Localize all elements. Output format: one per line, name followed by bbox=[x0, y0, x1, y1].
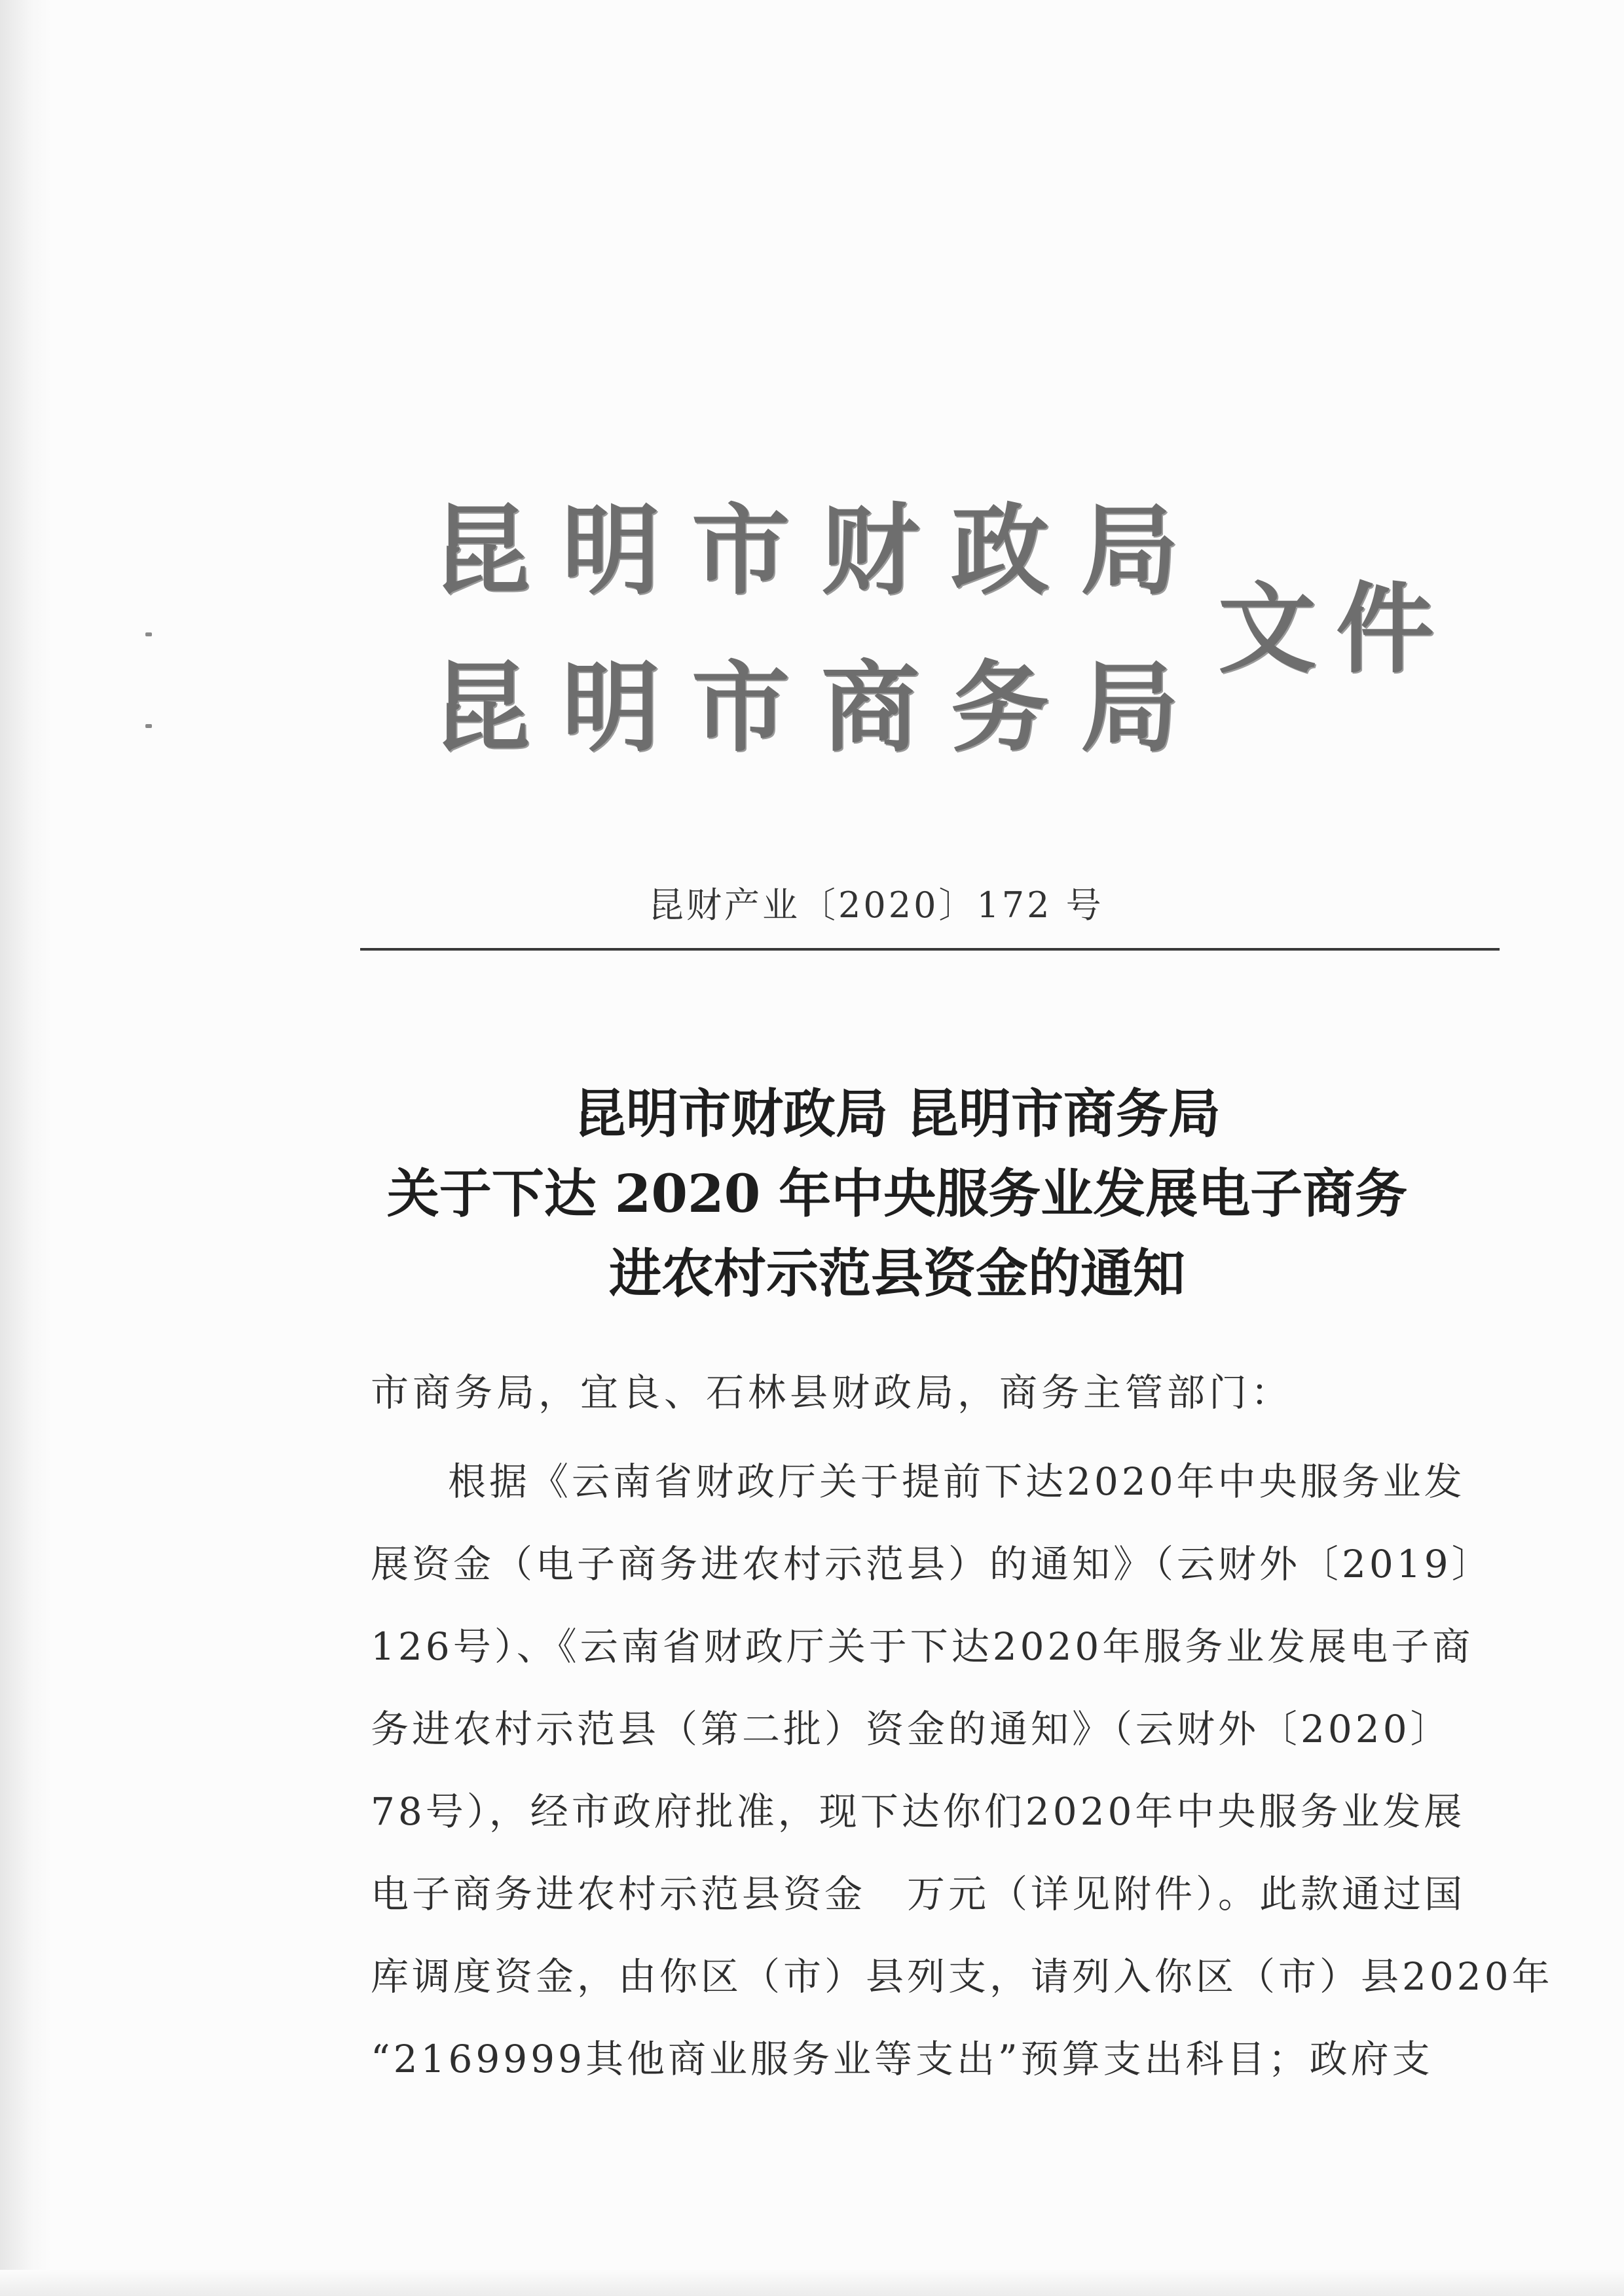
salutation: 市商务局，宜良、石林县财政局，商务主管部门： bbox=[371, 1370, 1293, 1415]
body-line: 126号）、《云南省财政厅关于下达2020年服务业发展电子商 bbox=[371, 1624, 1474, 1669]
issuer-name-commerce: 昆明市商务局 bbox=[432, 650, 1211, 765]
body-line: 根据《云南省财政厅关于提前下达2020年中央服务业发 bbox=[448, 1459, 1466, 1504]
binding-mark bbox=[145, 632, 152, 636]
document-number: 昆财产业〔2020〕172 号 bbox=[648, 884, 1104, 926]
binding-mark bbox=[145, 724, 152, 728]
title-line: 进农村示范县资金的通知 bbox=[609, 1243, 1185, 1304]
title-line: 关于下达 2020 年中央服务业发展电子商务 bbox=[386, 1163, 1408, 1224]
body-line: 电子商务进农村示范县资金 万元（详见附件）。此款通过国 bbox=[371, 1872, 1466, 1916]
letterhead bbox=[432, 458, 1454, 765]
scan-edge-shadow bbox=[0, 0, 52, 2296]
body-line: “2169999其他商业服务业等支出”预算支出科目；政府支 bbox=[371, 2037, 1433, 2081]
issuer-name-finance: 昆明市财政局 bbox=[432, 493, 1211, 608]
header-divider bbox=[360, 948, 1500, 951]
body-text bbox=[371, 1440, 1553, 2100]
scan-bottom-shadow bbox=[0, 2270, 1624, 2296]
title-line: 昆明市财政局 昆明市商务局 bbox=[574, 1083, 1221, 1144]
document-label: 文件 bbox=[1218, 572, 1454, 687]
body-line: 务进农村示范县（第二批）资金的通知》（云财外〔2020〕 bbox=[371, 1707, 1452, 1751]
body-line: 78号），经市政府批准，现下达你们2020年中央服务业发展 bbox=[371, 1789, 1466, 1834]
body-line: 库调度资金，由你区（市）县列支，请列入你区（市）县2020年 bbox=[371, 1954, 1553, 1999]
body-line: 展资金（电子商务进农村示范县）的通知》（云财外〔2019〕 bbox=[371, 1542, 1493, 1586]
document-title bbox=[327, 1074, 1467, 1313]
